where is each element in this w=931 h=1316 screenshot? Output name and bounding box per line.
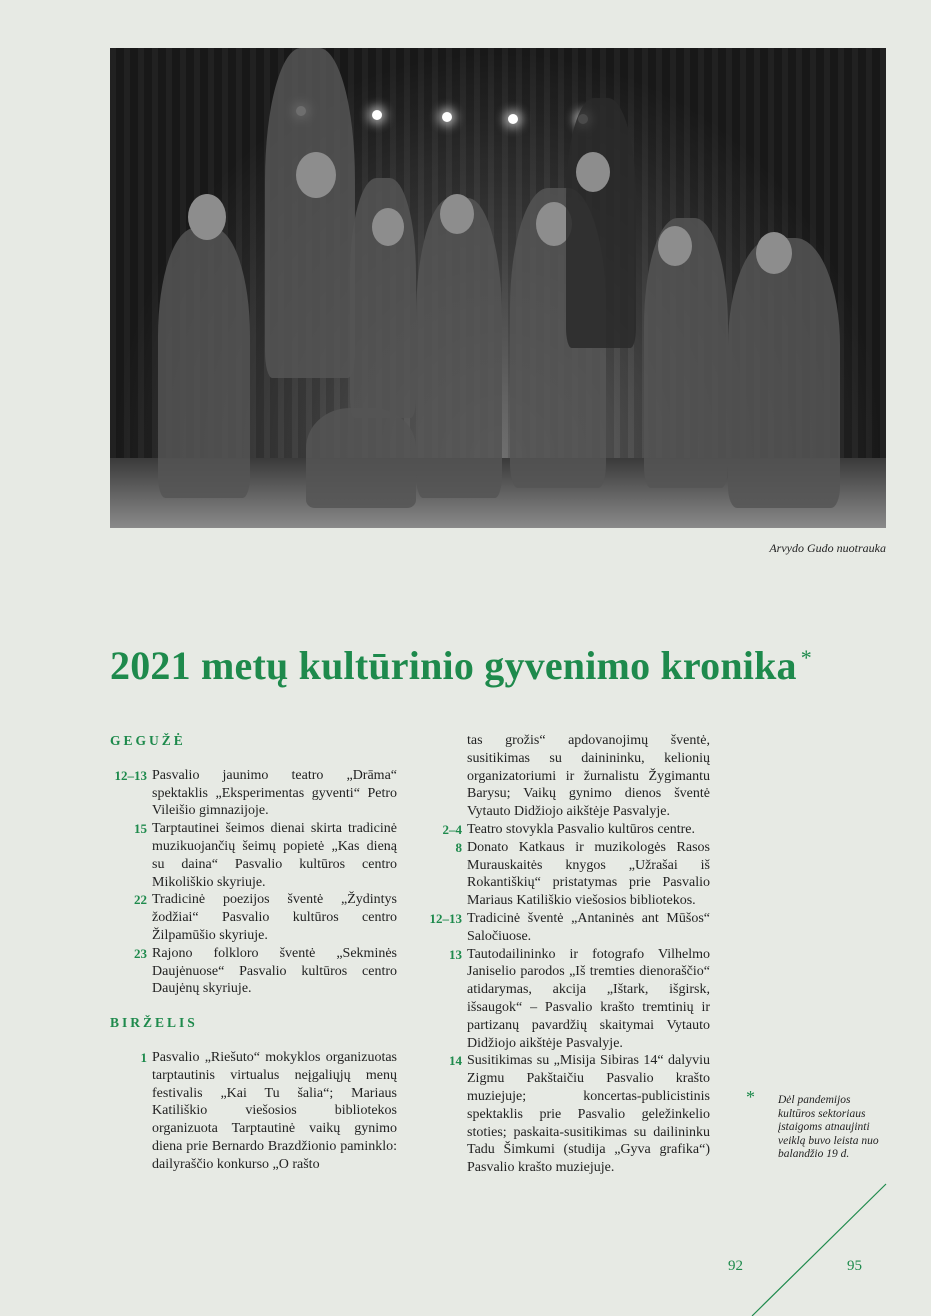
month-heading-june: BIRŽELIS xyxy=(110,1015,198,1031)
month-heading-may: GEGUŽĖ xyxy=(110,733,186,748)
chronicle-entry: 13 Tautodailininko ir fotografo Vilhelmo Janiselio parodos „Iš tremties dienoraščio“ atidarymas, akcija „Ištark, išgirsk, išsaugok“ – Pasvalio krašto tremtinių ir partizanų pavardžių skaitymai Vytauto Didžiojo aikštėje Pasvalyje. xyxy=(449,946,710,1051)
chronicle-entry: 2–4 Teatro stovykla Pasvalio kultūros centre. xyxy=(442,821,696,837)
page-number-right: 95 xyxy=(847,1258,862,1274)
chronicle-entry: 22 Tradicinė poezijos šventė „Žydintys žodžiai“ Pasvalio kultūros centro Žilpamūšio skyriuje. xyxy=(134,892,397,943)
chronicle-entry: 23 Rajono folkloro šventė „Sekminės Daujėnuose“ Pasvalio kultūros centro Daujėnų skyriuje. xyxy=(134,945,397,997)
chronicle-entry: 12–13 Tradicinė šventė „Antaninės ant Mūšos“ Saločiuose. xyxy=(429,910,710,944)
chronicle-entry: 1 Pasvalio „Riešuto“ mokyklos organizuotas tarptautinis virtualus neįgaliųjų menų festivalis „Kai Tu šalia“; Mariaus Katiliškio viešosios bibliotekos organizuota Tarptautinė vaikų gynimo diena prie Bernardo Brazdžionio paminklo: dailyraščio konkurso „O rašto xyxy=(140,1049,397,1172)
chronicle-entry: 15 Tarptautinei šeimos dienai skirta tradicinė muzikuojančių šeimų popietė „Kas dieną su daina“ Pasvalio kultūros centro Mikoliškio skyriuje. xyxy=(134,821,397,890)
footnote-marker: * xyxy=(746,1087,755,1107)
title-footnote-marker: * xyxy=(800,645,812,670)
chronicle-entry: 12–13 Pasvalio jaunimo teatro „Drāma“ spektaklis „Eksperimentas gyventi“ Petro Vileišio gimnazijoje. xyxy=(114,767,397,819)
page-number-left: 92 xyxy=(728,1258,743,1274)
photo-caption: Arvydo Gudo nuotrauka xyxy=(769,541,886,555)
chronicle-entry: 8 Donato Katkaus ir muzikologės Rasos Murauskaitės knygos „Užrašai iš Rokantiškių“ pristatymas prie Pasvalio Mariaus Katiliškio viešosios bibliotekos. xyxy=(455,839,710,909)
footnote-text: Dėl pandemijos kultūros sektoriaus įstaigoms atnaujinti veiklą buvo leista nuo balandžio 19 d. xyxy=(778,1094,879,1160)
chronicle-entry: 14 Susitikimas su „Misija Sibiras 14“ dalyviu Zigmu Pakštaičiu Pasvalio krašto muziejuje; koncertas-publicistinis spektaklis prie Pasvalio geležinkelio stoties; paskaita-susitikimas su dailininku Tadu Šimkumi (studija „Gyva grafika“) Pasvalio krašto muziejuje. xyxy=(449,1053,710,1176)
chronicle-entry-continuation: tas grožis“ apdovanojimų šventė, susitikimas su dainininku, kelionių organizatoriumi ir žurnalistu Žygimantu Barysu; Vaikų gynimo dienos šventė Vytauto Didžiojo aikštėje Pasvalyje. xyxy=(467,733,710,820)
page-title: 2021 metų kultūrinio gyvenimo kronika * xyxy=(110,643,812,688)
